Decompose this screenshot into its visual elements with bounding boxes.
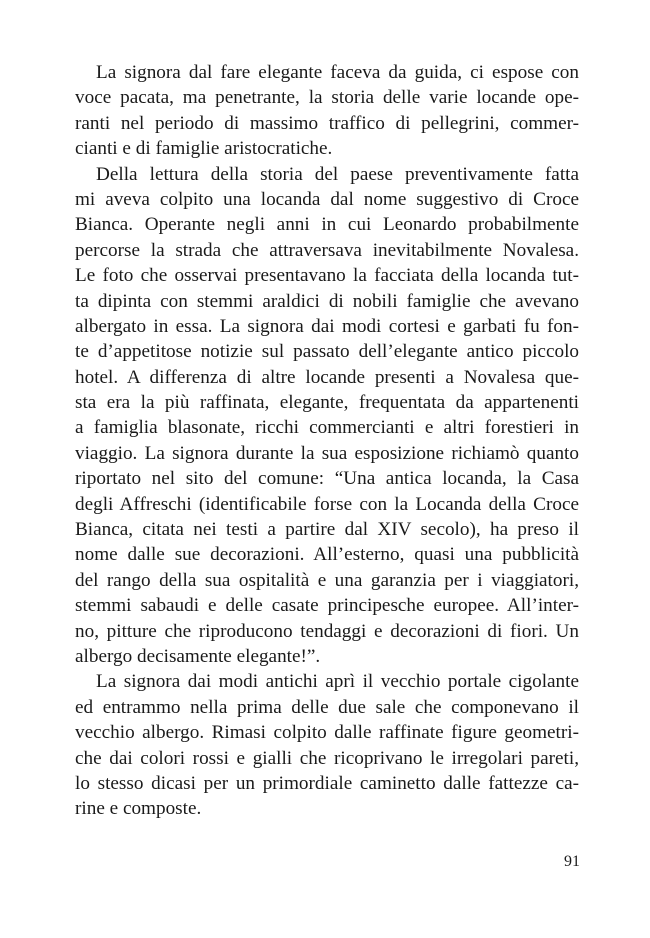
text-line: del rango della sua ospitalità e una garanzia per i viaggiatori, bbox=[75, 569, 579, 591]
paragraph-2 bbox=[75, 162, 579, 670]
text-line: voce pacata, ma penetrante, la storia delle varie locande ope- bbox=[75, 87, 579, 109]
text-line: a famiglia blasonate, ricchi commercianti e altri forestieri in bbox=[75, 417, 579, 439]
text-line: Bianca, citata nei testi a partire dal XIV secolo), ha preso il bbox=[75, 519, 579, 541]
text-line: albergo decisamente elegante!”. bbox=[75, 645, 321, 667]
text-line: sta era la più raffinata, elegante, frequentata da appartenenti bbox=[75, 392, 579, 414]
text-line: ranti nel periodo di massimo traffico di pellegrini, commer- bbox=[75, 112, 579, 134]
text-line: rine e composte. bbox=[75, 798, 202, 820]
paragraph-3 bbox=[75, 669, 579, 821]
text-line: Bianca. Operante negli anni in cui Leonardo probabilmente bbox=[75, 214, 579, 236]
text-line: ed entrammo nella prima delle due sale che componevano il bbox=[75, 696, 579, 718]
text-line: Della lettura della storia del paese preventivamente fatta bbox=[96, 163, 579, 185]
text-line: cianti e di famiglie aristocratiche. bbox=[75, 138, 333, 160]
text-line: lo stesso dicasi per un primordiale caminetto dalle fattezze ca- bbox=[75, 772, 579, 794]
text-line: vecchio albergo. Rimasi colpito dalle raffinate figure geometri- bbox=[75, 722, 579, 744]
text-line: hotel. A differenza di altre locande presenti a Novalesa que- bbox=[75, 366, 579, 388]
text-line: ta dipinta con stemmi araldici di nobili famiglie che avevano bbox=[75, 290, 579, 312]
body-text bbox=[75, 60, 579, 822]
text-line: percorse la strada che attraversava inevitabilmente Novalesa. bbox=[75, 239, 579, 261]
text-line: nome dalle sue decorazioni. All’esterno, quasi una pubblicità bbox=[75, 544, 579, 566]
text-line: Le foto che osservai presentavano la facciata della locanda tut- bbox=[75, 265, 579, 287]
text-line: no, pitture che riproducono tendaggi e decorazioni di fiori. Un bbox=[75, 620, 579, 642]
text-line: te d’appetitose notizie sul passato dell’elegante antico piccolo bbox=[75, 341, 579, 363]
page-number: 91 bbox=[564, 853, 580, 870]
text-line: La signora dal fare elegante faceva da guida, ci espose con bbox=[96, 62, 579, 83]
text-line: albergato in essa. La signora dai modi cortesi e garbati fu fon- bbox=[75, 315, 579, 337]
text-line: mi aveva colpito una locanda dal nome suggestivo di Croce bbox=[75, 188, 579, 210]
text-line: che dai colori rossi e gialli che ricoprivano le irregolari pareti, bbox=[75, 747, 579, 769]
text-line: stemmi sabaudi e delle casate principesche europee. All’inter- bbox=[75, 595, 579, 617]
text-line: degli Affreschi (identificabile forse con la Locanda della Croce bbox=[75, 493, 579, 515]
text-line: viaggio. La signora durante la sua esposizione richiamò quanto bbox=[75, 442, 579, 464]
text-line: riportato nel sito del comune: “Una antica locanda, la Casa bbox=[75, 468, 579, 490]
paragraph-1 bbox=[75, 60, 579, 162]
text-line: La signora dai modi antichi aprì il vecchio portale cigolante bbox=[96, 671, 579, 693]
